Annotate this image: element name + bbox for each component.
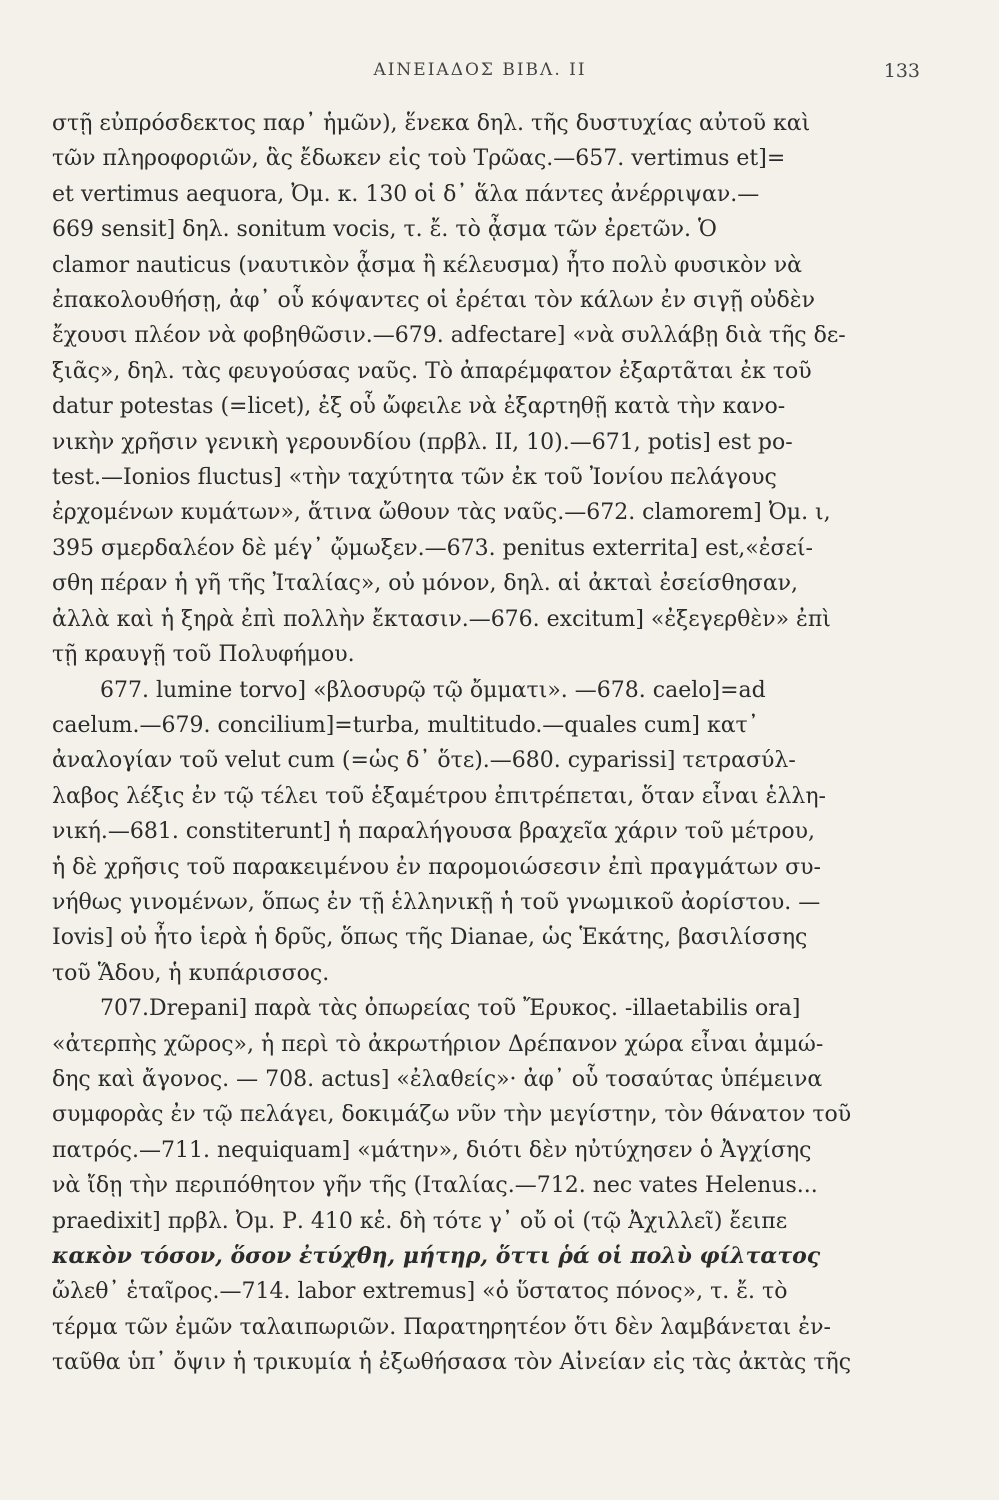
text-line: et vertimus aequora, Ὀμ. κ. 130 οἱ δ᾽ ἅλα πάντες ἀνέρριψαν.— (52, 181, 760, 207)
text-line: ξιᾶς», δηλ. τὰς φευγούσας ναῦς. Τὸ ἀπαρέμφατον ἐξαρτᾶται ἐκ τοῦ (52, 358, 812, 384)
text-line: νήθως γινομένων, ὅπως ἐν τῇ ἑλληνικῇ ἡ τοῦ γνωμικοῦ ἀορίστου. — (52, 889, 821, 915)
text-line: ὤλεθ᾽ ἑταῖρος.—714. labor extremus] «ὁ ὕστατος πόνος», τ. ἔ. τὸ (52, 1279, 788, 1305)
text-line: praedixit] πρβλ. Ὀμ. Ρ. 410 κἑ. δὴ τότε γ᾽ οὔ οἱ (τῷ Ἀχιλλεῖ) ἔειπε (52, 1208, 788, 1234)
text-line: τέρμα τῶν ἐμῶν ταλαιπωριῶν. Παρατηρητέον ὅτι δὲν λαμβάνεται ἐν- (52, 1314, 831, 1340)
running-title: ΑΙΝΕΙΑΔΟΣ ΒΙΒΛ. II (373, 60, 587, 80)
text-line: ἐρχομένων κυμάτων», ἅτινα ὤθουν τὰς ναῦς.—672. clamorem] Ὀμ. ι, (52, 500, 831, 526)
text-line: δης καὶ ἄγονος. — 708. actus] «ἐλαθείς»· ἀφ᾽ οὗ τοσαύτας ὑπέμεινα (52, 1066, 823, 1092)
text-line: στῇ εὐπρόσδεκτος παρ᾽ ἡμῶν), ἕνεκα δηλ. τῆς δυστυχίας αὐτοῦ καὶ (52, 111, 811, 136)
text-line: κακὸν τόσον, ὅσον ἐτύχθη, μήτηρ, ὅττι ῥά οἱ πολὺ φίλτατος (52, 1243, 821, 1269)
text-line: ἐπακολουθήσῃ, ἀφ᾽ οὗ κόψαντες οἱ ἐρέται τὸν κάλων ἐν σιγῇ οὐδὲν (52, 288, 815, 314)
text-line: ταῦθα ὑπ᾽ ὄψιν ἡ τρικυμία ἡ ἐξωθήσασα τὸν Αἰνείαν εἰς τὰς ἀκτὰς τῆς (52, 1350, 852, 1376)
text-line: ἀναλογίαν τοῦ velut cum (=ὡς δ᾽ ὅτε).—680. cyparissi] τετρασύλ- (52, 748, 796, 774)
text-line: πατρός.—711. nequiquam] «μάτην», διότι δὲν ηὐτύχησεν ὁ Ἀγχίσης (52, 1137, 812, 1163)
text-line: 669 sensit] δηλ. sonitum vocis, τ. ἔ. τὸ ᾆσμα τῶν ἐρετῶν. Ὁ (52, 217, 717, 243)
text-line: συμφορὰς ἐν τῷ πελάγει, δοκιμάζω νῦν τὴν μεγίστην, τὸν θάνατον τοῦ (52, 1102, 852, 1128)
text-line: 677. lumine torvo] «βλοσυρῷ τῷ ὄμματι». —678. caelo]=ad (100, 677, 766, 703)
text-line: λαβος λέξις ἐν τῷ τέλει τοῦ ἑξαμέτρου ἐπιτρέπεται, ὅταν εἶναι ἑλλη- (52, 783, 826, 809)
text-line: 707.Drepani] παρὰ τὰς ὀπωρείας τοῦ Ἔρυκος. -illaetabilis ora] (100, 996, 801, 1022)
text-line: νική.—681. constiterunt] ἡ παραλήγουσα βραχεῖα χάριν τοῦ μέτρου, (52, 819, 815, 845)
text-line: caelum.—679. concilium]=turba, multitudo.—quales cum] κατ᾽ (52, 712, 759, 738)
text-line: τῶν πληροφοριῶν, ἃς ἔδωκεν εἰς τοὺ Τρῶας.—657. vertimus et]= (52, 146, 786, 172)
text-line: τοῦ Ἅδου, ἡ κυπάρισσος. (52, 960, 330, 986)
text-line: 395 σμερδαλέον δὲ μέγ᾽ ᾤμωξεν.—673. penitus exterrita] est,«ἐσεί- (52, 535, 813, 561)
text-line: νὰ ἴδῃ τὴν περιπόθητον γῆν τῆς (Ιταλίας.—712. nec vates Helenus... (52, 1173, 818, 1199)
text-line: clamor nauticus (ναυτικὸν ᾆσμα ἢ κέλευσμα) ἦτο πολὺ φυσικὸν νὰ (52, 252, 802, 278)
text-line: ἔχουσι πλέον νὰ φοβηθῶσιν.—679. adfectare] «νὰ συλλάβῃ διὰ τῆς δε- (52, 323, 846, 349)
page-number: 133 (883, 60, 920, 82)
text-line: τῇ κραυγῇ τοῦ Πολυφήμου. (52, 642, 355, 668)
text-line: Iovis] οὐ ἦτο ἱερὰ ἡ δρῦς, ὅπως τῆς Dianae, ὡς Ἑκάτης, βασιλίσσης (52, 925, 808, 951)
text-line: «ἀτερπὴς χῶρος», ἡ περὶ τὸ ἀκρωτήριον Δρέπανον χώρα εἶναι ἀμμώ- (52, 1031, 824, 1057)
page-header (40, 60, 920, 94)
text-line: ἡ δὲ χρῆσις τοῦ παρακειμένου ἐν παρομοιώσεσιν ἐπὶ πραγμάτων συ- (52, 854, 821, 880)
text-line: datur potestas (=licet), ἐξ οὗ ὤφειλε νὰ ἐξαρτηθῇ κατὰ τὴν κανο- (52, 394, 786, 420)
text-line: test.—Ionios fluctus] «τὴν ταχύτητα τῶν ἐκ τοῦ Ἰονίου πελάγους (52, 465, 777, 491)
text-line: σθη πέραν ἡ γῆ τῆς Ἰταλίας», οὐ μόνον, δηλ. αἱ ἀκταὶ ἐσείσθησαν, (52, 571, 799, 597)
text-line: ἀλλὰ καὶ ἡ ξηρὰ ἐπὶ πολλὴν ἔκτασιν.—676. excitum] «ἐξεγερθὲν» ἐπὶ (52, 606, 831, 632)
text-line: νικὴν χρῆσιν γενικὴ γερουνδίου (πρβλ. II, 10).—671, potis] est po- (52, 429, 793, 455)
commentary-text (52, 106, 902, 1381)
